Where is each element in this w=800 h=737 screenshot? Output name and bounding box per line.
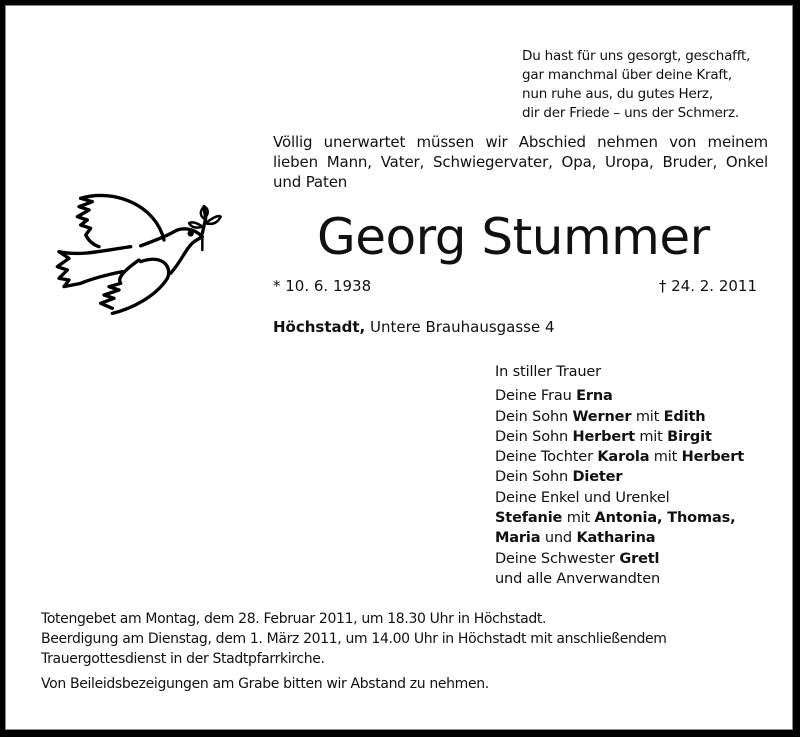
mourner-name: Werner	[572, 408, 632, 425]
mourner-name: Herbert	[572, 428, 635, 445]
mourners-heading: In stiller Trauer	[495, 364, 601, 380]
intro-line: lieben Mann, Vater, Schwiegervater, Opa, Uropa, Bruder, Onkel	[273, 153, 768, 171]
mourner-relation: mit	[631, 408, 664, 425]
mourner-name: Erna	[576, 388, 613, 405]
funeral-announcement-line-2: Trauergottesdienst in der Stadtpfarrkirche.	[41, 651, 325, 667]
mourner-relation: Deine Schwester	[495, 550, 620, 567]
mourner-relation: mit	[634, 428, 668, 445]
obituary-notice	[5, 5, 793, 730]
birth-date: * 10. 6. 1938	[273, 277, 372, 295]
mourner-line	[495, 386, 744, 406]
mourner-relation: Deine Frau	[495, 388, 577, 405]
mourner-name: Edith	[663, 408, 706, 425]
service-announcements	[41, 609, 667, 694]
mourner-line	[495, 549, 744, 569]
intro-line: Völlig unerwartet müssen wir Abschied nehmen von meinem	[273, 133, 768, 151]
mourner-relation: und	[540, 530, 577, 547]
poem-line: Du hast für uns gesorgt, geschafft,	[522, 48, 751, 64]
mourner-relation: Deine Tochter	[495, 449, 598, 466]
mourner-line	[495, 569, 744, 589]
death-date: † 24. 2. 2011	[658, 277, 757, 295]
mourner-line	[495, 427, 744, 447]
address-street: Untere Brauhausgasse 4	[370, 318, 555, 336]
mourners-list	[495, 362, 744, 589]
prayer-announcement: Totengebet am Montag, dem 28. Februar 2011, um 18.30 Uhr in Höchstadt.	[41, 611, 547, 627]
mourner-relation: Deine Enkel und Urenkel	[495, 489, 670, 506]
mourner-line	[495, 528, 744, 548]
condolence-note: Von Beileidsbezeigungen am Grabe bitten wir Abstand zu nehmen.	[41, 676, 489, 692]
mourner-name: Stefanie	[495, 510, 563, 527]
mourner-line	[495, 407, 744, 427]
mourner-name: Katharina	[576, 530, 656, 547]
intro-text	[273, 132, 768, 192]
mourner-relation: mit	[649, 449, 682, 466]
intro-line: und Paten	[273, 173, 348, 191]
mourner-name: Birgit	[667, 428, 712, 445]
mourner-line	[495, 488, 744, 508]
mourner-line	[495, 508, 744, 528]
mourner-name: Herbert	[681, 449, 745, 466]
address-city: Höchstadt,	[273, 318, 366, 336]
mourner-relation: und alle Anverwandten	[495, 570, 661, 587]
deceased-name: Georg Stummer	[317, 208, 710, 266]
funeral-announcement-line-1: Beerdigung am Dienstag, dem 1. März 2011, um 14.00 Uhr in Höchstadt mit anschließendem	[41, 631, 667, 647]
mourner-relation: mit	[562, 510, 595, 527]
mourner-name: Gretl	[619, 550, 660, 567]
mourner-name: Maria	[495, 530, 541, 547]
mourner-relation: Dein Sohn	[495, 408, 573, 425]
memorial-poem	[522, 47, 750, 123]
mourner-name: Antonia, Thomas,	[594, 510, 736, 527]
mourner-line	[495, 447, 744, 467]
dove-with-olive-branch-icon	[39, 175, 239, 335]
mourner-name: Dieter	[572, 469, 623, 486]
address	[273, 318, 555, 336]
mourner-name: Karola	[597, 449, 650, 466]
mourner-relation: Dein Sohn	[495, 469, 573, 486]
poem-line: nun ruhe aus, du gutes Herz,	[522, 86, 713, 102]
poem-line: gar manchmal über deine Kraft,	[522, 67, 732, 83]
poem-line: dir der Friede – uns der Schmerz.	[522, 105, 739, 121]
mourner-relation: Dein Sohn	[495, 428, 573, 445]
mourner-line	[495, 467, 744, 487]
